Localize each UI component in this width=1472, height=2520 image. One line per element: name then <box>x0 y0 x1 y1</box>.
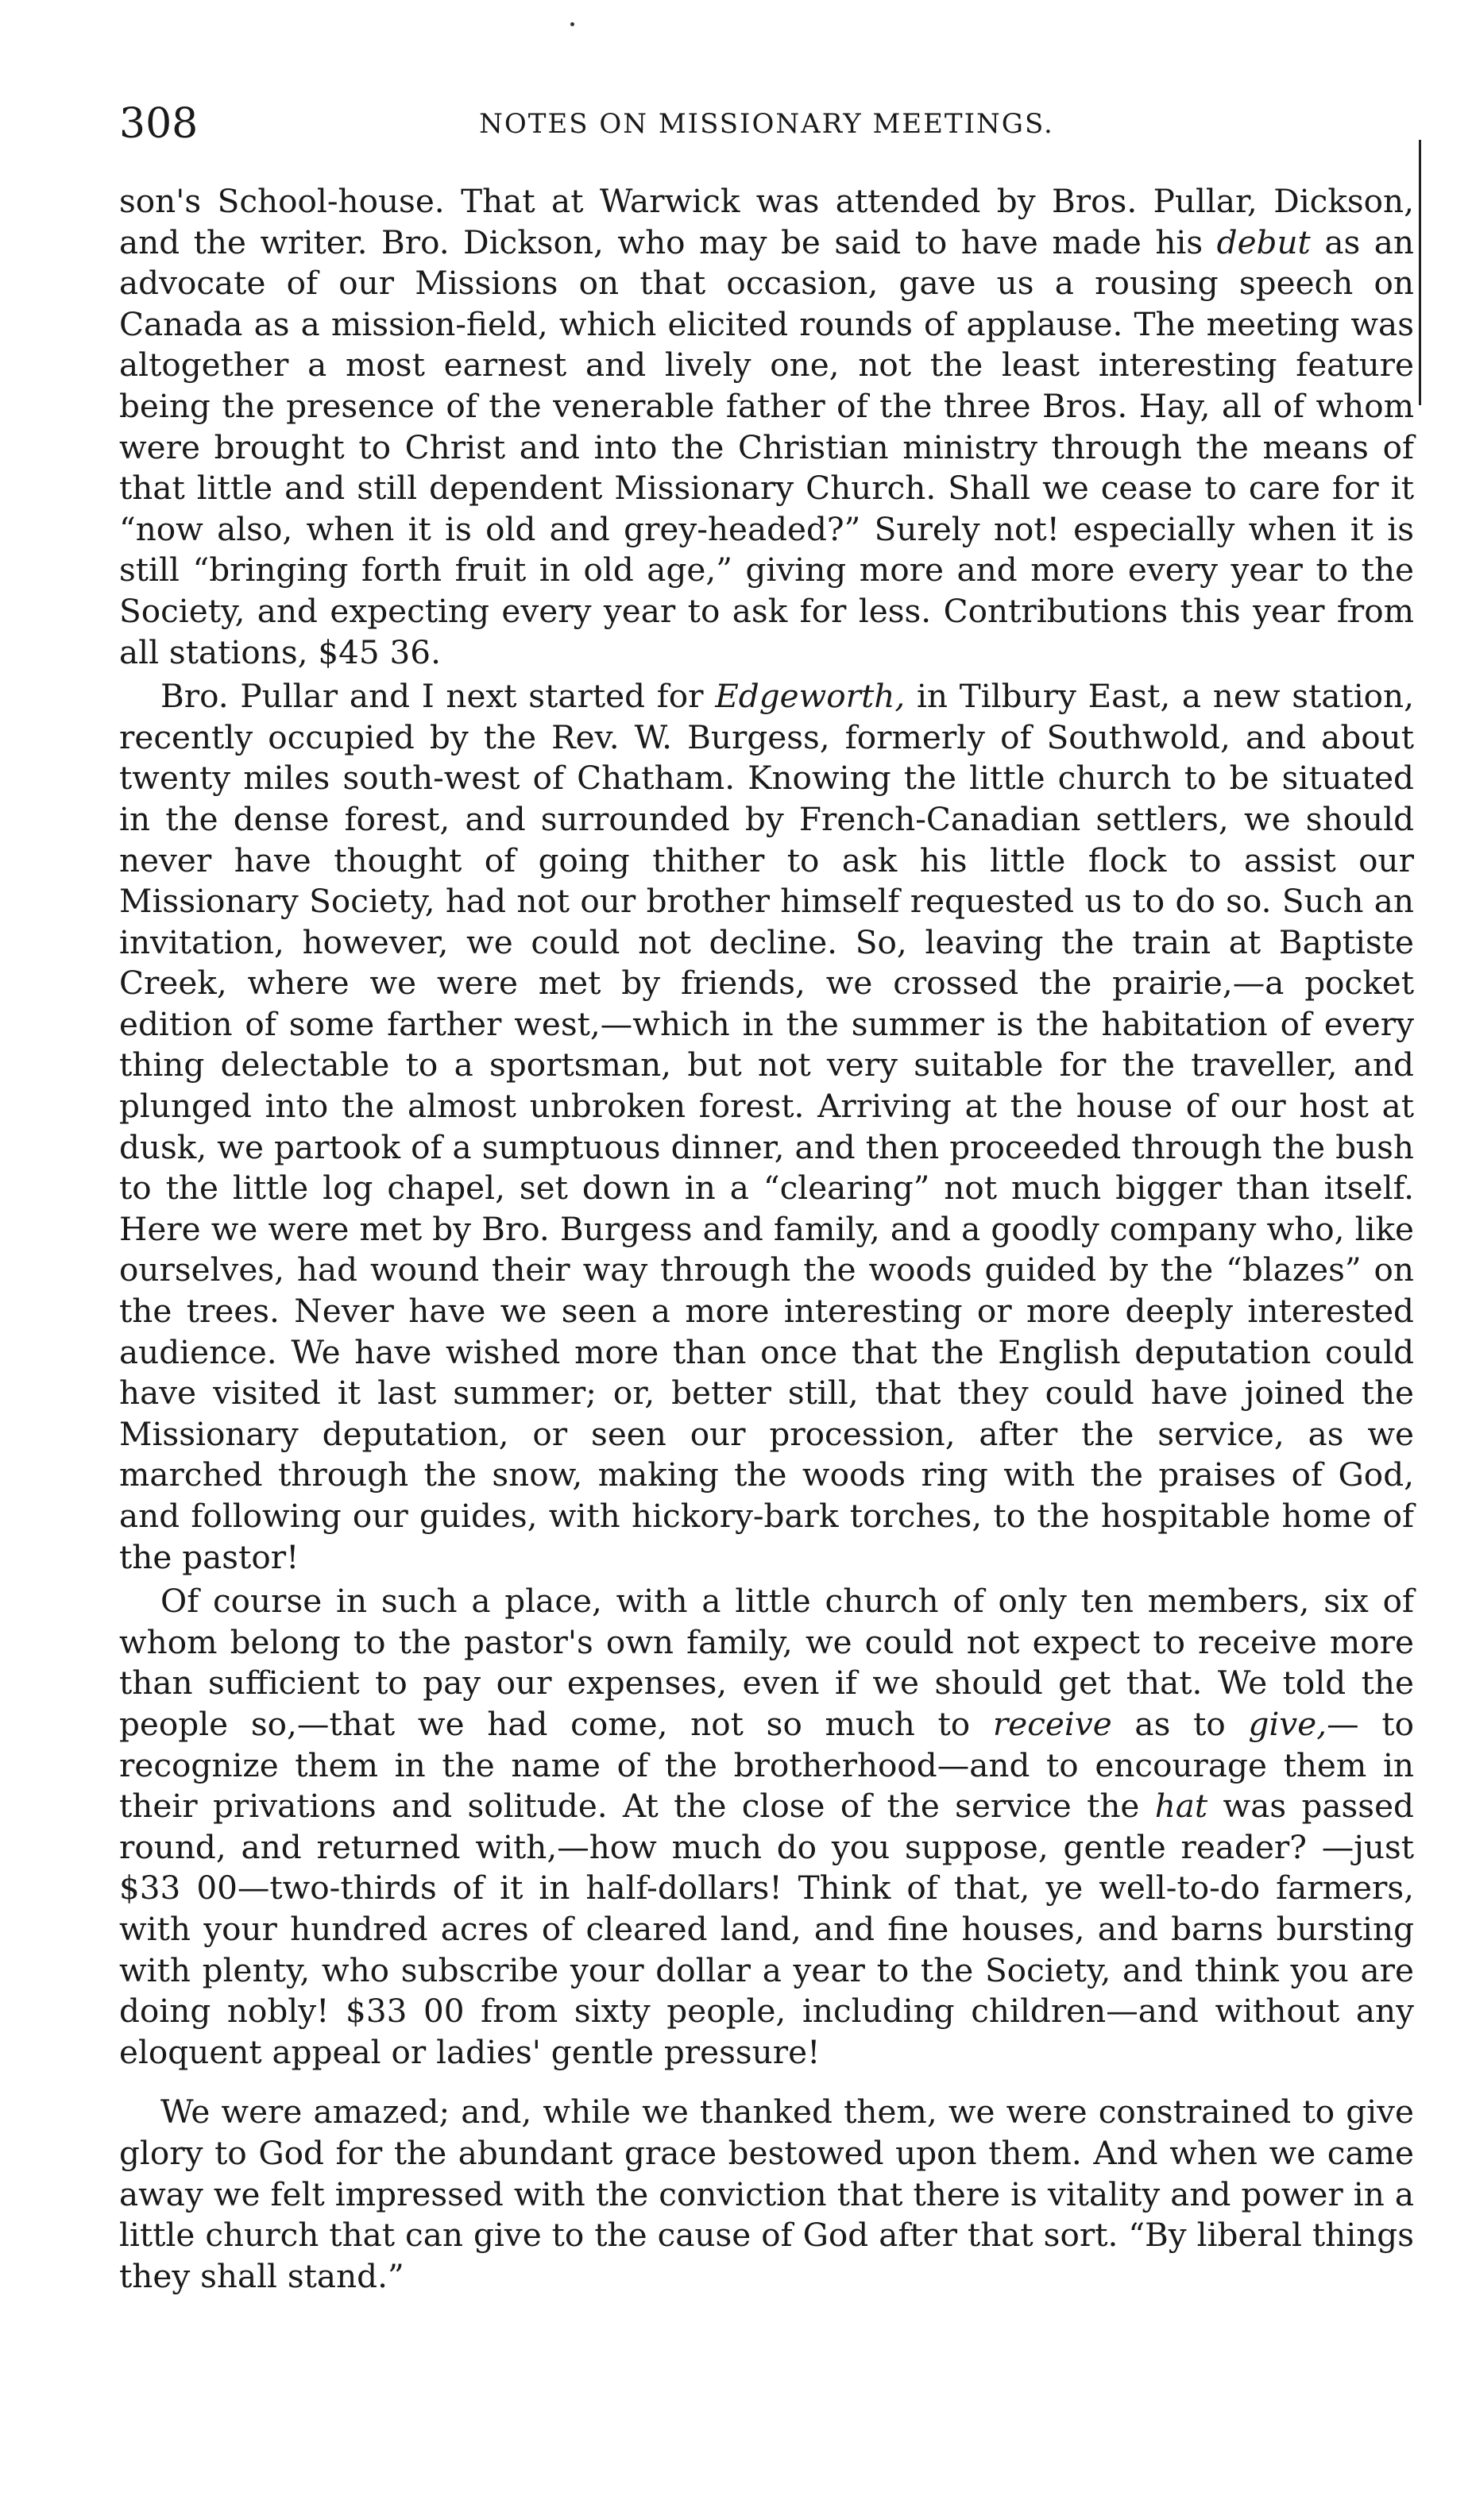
text-run: Of course in such a place, with a little church of only ten members, six of whom belong to the pastor's own family, we could not expect to receive more than sufficient to pay our expenses, even if we should get that. We told the people so,—that we had come, not so much to <box>119 1582 1414 1743</box>
text-run: We were amazed; and, while we thanked them, we were constrained to give glory to God for the abundant grace bestowed upon them. And when we came away we felt impressed with the conviction that there is vitality and power in a little church that can give to the cause of God after that sort. “By liberal things they shall stand.” <box>119 2093 1414 2295</box>
italic-text: debut <box>1216 222 1311 261</box>
running-title: NOTES ON MISSIONARY MEETINGS. <box>479 108 1054 140</box>
paragraph-edgeworth-visit <box>119 676 1414 1578</box>
margin-rule <box>1419 140 1421 405</box>
italic-text: Edgeworth, <box>715 677 906 716</box>
text-run: was passed round, and returned with,—how much do you suppose, gentle reader? —just $33 00—two-thirds of it in half-dollars! Think of that, ye well-to-do farmers, with your hundred acres of cleared land, and fine houses, and barns bursting with plenty, who subscribe your dollar a year to the Society, and think you are doing nobly! $33 00 from sixty people, including children—and without any eloquent appeal or ladies' gentle pressure! <box>119 1787 1414 2071</box>
text-run: Bro. Pullar and I next started for <box>160 677 716 716</box>
paragraph-warwick-meeting <box>119 181 1414 673</box>
page-header <box>119 100 1414 164</box>
text-run: as an advocate of our Missions on that occasion, gave us a rousing speech on Canada as a mission-field, which elicited rounds of applause. The meeting was altogether a most earnest and lively one, not the least interesting feature being the presence of the venerable father of the three Bros. Hay, all of whom were brought to Christ and into the Christian ministry through the means of that little and still dependent Missionary Church. Shall we cease to care for it “now also, when it is old and grey-headed?” Surely not! especially when it is still “bringing forth fruit in old age,” giving more and more every year to the Society, and expecting every year to ask for less. Contributions this year from all stations, $45 36. <box>119 222 1414 671</box>
page-number: 308 <box>119 100 199 148</box>
paragraph-conclusion <box>119 2092 1414 2297</box>
text-run: son's School-house. That at Warwick was attended by Bros. Pullar, Dickson, and the writer. Bro. Dickson, who may be said to have made his <box>119 182 1414 261</box>
italic-text: give, <box>1248 1704 1327 1743</box>
article-body <box>119 181 1414 2297</box>
paragraph-collection <box>119 1581 1414 2073</box>
italic-text: hat <box>1154 1787 1208 1826</box>
print-speck <box>570 22 574 26</box>
text-run: in Tilbury East, a new station, recently occupied by the Rev. W. Burgess, formerly of Southwold, and about twenty miles south-west of Chatham. Knowing the little church to be situated in the dense forest, and surrounded by French-Canadian settlers, we should never have thought of going thither to ask his little flock to assist our Missionary Society, had not our brother himself requested us to do so. Such an invitation, however, we could not decline. So, leaving the train at Baptiste Creek, where we were met by friends, we crossed the prairie,—a pocket edition of some farther west,—which in the summer is the habitation of every thing delectable to a sportsman, but not very suitable for the traveller, and plunged into the almost unbroken forest. Arriving at the house of our host at dusk, we partook of a sumptuous dinner, and then proceeded through the bush to the little log chapel, set down in a “clearing” not much bigger than itself. Here we were met by Bro. Burgess and family, and a goodly company who, like ourselves, had wound their way through the woods guided by the “blazes” on the trees. Never have we seen a more interesting or more deeply interested audience. We have wished more than once that the English deputation could have visited it last summer; or, better still, that they could have joined the Missionary deputation, or seen our procession, after the service, as we marched through the snow, making the woods ring with the praises of God, and following our guides, with hickory-bark torches, to the hospitable home of the pastor! <box>119 677 1414 1576</box>
italic-text: receive <box>992 1704 1112 1743</box>
text-run: — to recognize them in the name of the brotherhood—and to encourage them in their privations and solitude. At the close of the service the <box>119 1704 1414 1826</box>
text-run: as to <box>1111 1704 1249 1743</box>
